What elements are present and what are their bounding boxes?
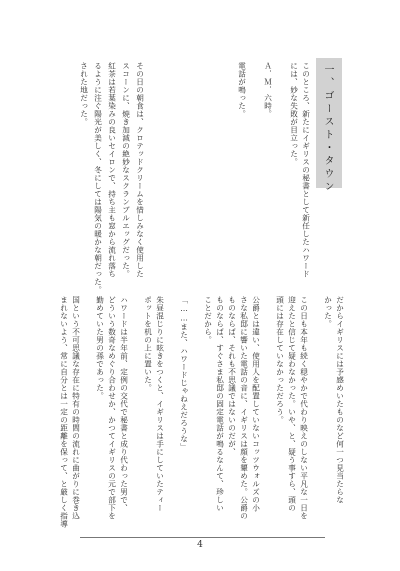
lower-text-line: ことだから。	[203, 296, 213, 344]
upper-text-line: Ａ．Ｍ．六時。	[263, 62, 273, 118]
lower-text-line: この日も本年も続く穏やかで代わり映えのしない平凡な一日を	[299, 296, 309, 520]
chapter-title: 一、ゴースト・タウン	[322, 64, 333, 194]
lower-text-line: 公爵とは違い、使用人を配置していないコッツウォルズの小	[251, 296, 261, 512]
upper-text-line: るように注ぐ陽光が美しく、冬にしては陽気の暖かな朝だった。	[93, 62, 103, 294]
page-number: 4	[197, 540, 203, 550]
upper-text-line: スコーンに、焼き加減の絶妙なスクランブルエッグだった。	[121, 62, 131, 278]
lower-text-line: ものならば、すぐさま私邸の固定電話が鳴るなんて、珍しい	[215, 296, 225, 512]
lower-text-line: ものならば、それも不思議ではないのだが、	[227, 296, 237, 456]
upper-text-line: 紅茶は若葉染みの良いセイロンで、持ち主も窓から流れ落ち	[107, 62, 117, 278]
lower-text-line: どういう数奇なめぐり合わせか、かつてイギリスの元で部下を	[107, 296, 117, 520]
upper-text-line: には、妙な失敗が目立った。	[289, 62, 299, 166]
lower-text-line: ハワードは半年前、定例の交代で秘書と成り代わった男で、	[119, 296, 129, 512]
upper-text-line: このところ、新たにイギリスの秘書として新任したハワード	[301, 62, 311, 278]
lower-text-line: かった。	[323, 296, 333, 328]
lower-text-line: まれないよう、常に自分とは一定の距離を保って、と厳しく指導	[59, 296, 69, 528]
lower-text-line: 「……また、ハワードじゃねえだろうな」	[179, 296, 189, 451]
lower-text-line: 頭には存在していなかっただろう。	[275, 296, 285, 424]
footer-rule	[80, 537, 325, 538]
lower-text-line: 国という不可思議な存在に特有の時間の流れに曲がりに巻き込	[71, 296, 81, 520]
lower-text-line: 迎えたと信じて疑わなかった。いや、と、疑う事すら、頭の	[287, 296, 297, 512]
upper-text-line: その日の朝食は、クロテッドクリームを惜しみなく使用した	[135, 62, 145, 278]
lower-text-line: ポットを机の上に置いた。	[143, 296, 153, 392]
lower-text-line: さな私邸に響いた電話の音に、イギリスは顔を顰めた。公爵の	[239, 296, 249, 520]
upper-text-line: 電話が鳴った。	[237, 62, 247, 118]
lower-text-line: 朱昼混じりに呟きをつくと、イギリスは手にしていたティー	[155, 296, 165, 512]
lower-text-line: 勤めていた男の孫であった。	[95, 296, 105, 400]
lower-text-line: だからイギリスには予感めいたものなど何一つ見当たらな	[335, 296, 345, 504]
upper-text-line: された地だった。	[79, 62, 89, 126]
